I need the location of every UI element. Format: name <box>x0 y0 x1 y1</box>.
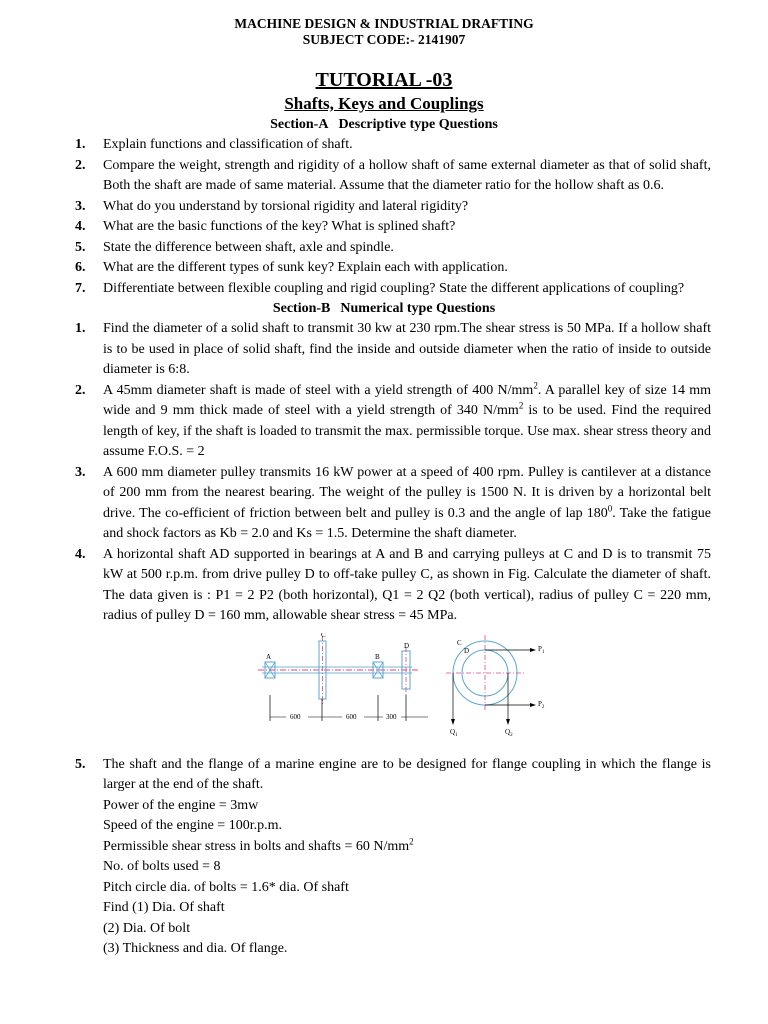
section-a-label: Section-A <box>270 117 329 132</box>
dim-600-a: 600 <box>290 712 301 721</box>
superscript: 2 <box>518 400 524 411</box>
question-text-part: . A parallel key of size 14 mm wide and 9 mm thick made of steel with a yield strength of 340 N/mm <box>103 382 711 418</box>
question-number: 6. <box>75 260 86 275</box>
question-number: 7. <box>75 280 86 296</box>
label-a: A <box>266 652 272 661</box>
tutorial-title: TUTORIAL -03 <box>315 69 453 91</box>
question-text: What are the different types of sunk key? Explain each with application. <box>103 260 508 275</box>
section-b-question-1 <box>75 319 711 381</box>
section-b-questions-continued <box>0 755 768 960</box>
section-b-question-4 <box>75 545 711 627</box>
section-b-name: Numerical type Questions <box>340 301 496 316</box>
shaft-diagram <box>250 633 560 749</box>
question-number: 1. <box>75 137 86 152</box>
section-b-question-5 <box>75 755 711 960</box>
pulley-end-view <box>446 635 545 738</box>
shaft-side-view <box>258 633 428 722</box>
question-number: 1. <box>75 321 86 336</box>
find-item-3: (3) Thickness and dia. Of flange. <box>103 941 288 956</box>
pitch-circle-diameter: Pitch circle dia. of bolts = 1.6* dia. Of shaft <box>103 879 349 895</box>
question-text-part: . Take the fatigue and shock factors as Kb = 2.0 and Ks = 1.5. Determine the shaft diameter. <box>103 505 711 541</box>
section-a-questions <box>0 135 768 299</box>
shaft-pulley-figure <box>0 633 768 749</box>
section-a-question-1 <box>75 135 711 156</box>
label-d: D <box>404 641 410 650</box>
question-text: A horizontal shaft AD supported in bearings at A and B and carrying pulleys at C and D is to transmit 75 kW at 500 r.p.m. from drive pulley D to off-take pulley C, as shown in Fig. Calculate the diameter of shaft. The data given is : P1 = 2 P2 (both horizontal), Q1 = 2 Q2 (both vertical), radius of pulley C = 220 mm, radius of pulley D = 160 mm, allowable shear stress = 45 MPa. <box>103 546 711 623</box>
find-item-2: (2) Dia. Of bolt <box>103 920 191 936</box>
engine-speed: Speed of the engine = 100r.p.m. <box>103 818 282 833</box>
question-text: Compare the weight, strength and rigidity of a hollow shaft of same external diameter as that of solid shaft, Both the shaft are made of same material. Assume that the diameter ratio for the hollow shaft as 0.6. <box>103 157 711 193</box>
label-c-end: C <box>457 638 462 647</box>
section-b-heading <box>0 299 768 319</box>
dim-600-b: 600 <box>346 712 357 721</box>
force-q1: $Q_1$ <box>450 727 458 738</box>
engine-power: Power of the engine = 3mw <box>103 797 259 813</box>
question-intro: The shaft and the flange of a marine engine are to be designed for flange coupling in which the flange is larger at the end of the shaft. <box>103 756 711 792</box>
question-number: 4. <box>75 546 86 562</box>
section-a-name: Descriptive type Questions <box>338 117 498 132</box>
question-number: 5. <box>75 756 86 772</box>
find-item-1: Find (1) Dia. Of shaft <box>103 900 225 915</box>
question-text-part: A 45mm diameter shaft is made of steel with a yield strength of 400 N/mm <box>103 382 534 398</box>
label-b: B <box>375 652 380 661</box>
section-a-question-2 <box>75 156 711 197</box>
course-title: MACHINE DESIGN & INDUSTRIAL DRAFTING <box>234 16 534 31</box>
bolt-count: No. of bolts used = 8 <box>103 859 221 874</box>
section-a-question-3 <box>75 197 711 218</box>
question-text: Differentiate between flexible coupling and rigid coupling? State the different applications of coupling? <box>103 280 685 296</box>
superscript: 0 <box>607 502 613 513</box>
question-number: 3. <box>75 464 86 480</box>
section-b-question-3 <box>75 463 711 545</box>
tutorial-subtitle: Shafts, Keys and Couplings <box>284 94 484 113</box>
label-c: C <box>321 632 326 639</box>
section-a-question-6 <box>75 258 711 279</box>
question-number: 5. <box>75 239 86 255</box>
dim-300: 300 <box>386 712 397 721</box>
section-a-heading <box>0 115 768 135</box>
superscript: 2 <box>533 379 538 390</box>
question-text-part: A 600 mm diameter pulley transmits 16 kW power at a speed of 400 rpm. Pulley is cantilever at a distance of 200 mm from the nearest bearing. The weight of the pulley is 1500 N. It is driven by a horizontal belt drive. The co-efficient of friction between belt and pulley is 0.3 and the angle of lap 180 <box>103 464 711 521</box>
question-number: 2. <box>75 157 86 173</box>
question-text: Explain functions and classification of shaft. <box>103 137 353 152</box>
subject-code: SUBJECT CODE:- 2141907 <box>302 32 466 47</box>
question-text: State the difference between shaft, axle and spindle. <box>103 239 394 255</box>
question-number: 2. <box>75 382 86 398</box>
question-number: 4. <box>75 219 86 234</box>
section-a-question-5 <box>75 238 711 259</box>
question-text: Find the diameter of a solid shaft to transmit 30 kw at 230 rpm.The shear stress is 50 MPa. If a hollow shaft is to be used in place of solid shaft, find the inside and outside diameter when the ratio of inside to outside diameter is 6:8. <box>103 321 711 377</box>
label-d-end: D <box>464 646 470 655</box>
question-text: What are the basic functions of the key? What is splined shaft? <box>103 219 456 234</box>
force-p1: $P_1$ <box>538 644 545 655</box>
section-a-question-7 <box>75 279 711 300</box>
force-p2: $P_2$ <box>538 699 545 710</box>
question-number: 3. <box>75 198 86 214</box>
section-b-question-2 <box>75 381 711 463</box>
section-b-questions <box>0 319 768 627</box>
section-a-question-4 <box>75 217 711 238</box>
question-text-part: is to be used. Find the required length of key, if the shaft is loaded to transmit the max. permissible torque. Use max. shear stress theory and assume F.O.S. = 2 <box>103 403 711 459</box>
section-b-label: Section-B <box>272 301 331 316</box>
force-q2: $Q_2$ <box>505 727 513 738</box>
question-text: What do you understand by torsional rigidity and lateral rigidity? <box>103 198 469 214</box>
permissible-shear-stress: Permissible shear stress in bolts and shafts = 60 $N/mm^2$ <box>103 835 414 854</box>
